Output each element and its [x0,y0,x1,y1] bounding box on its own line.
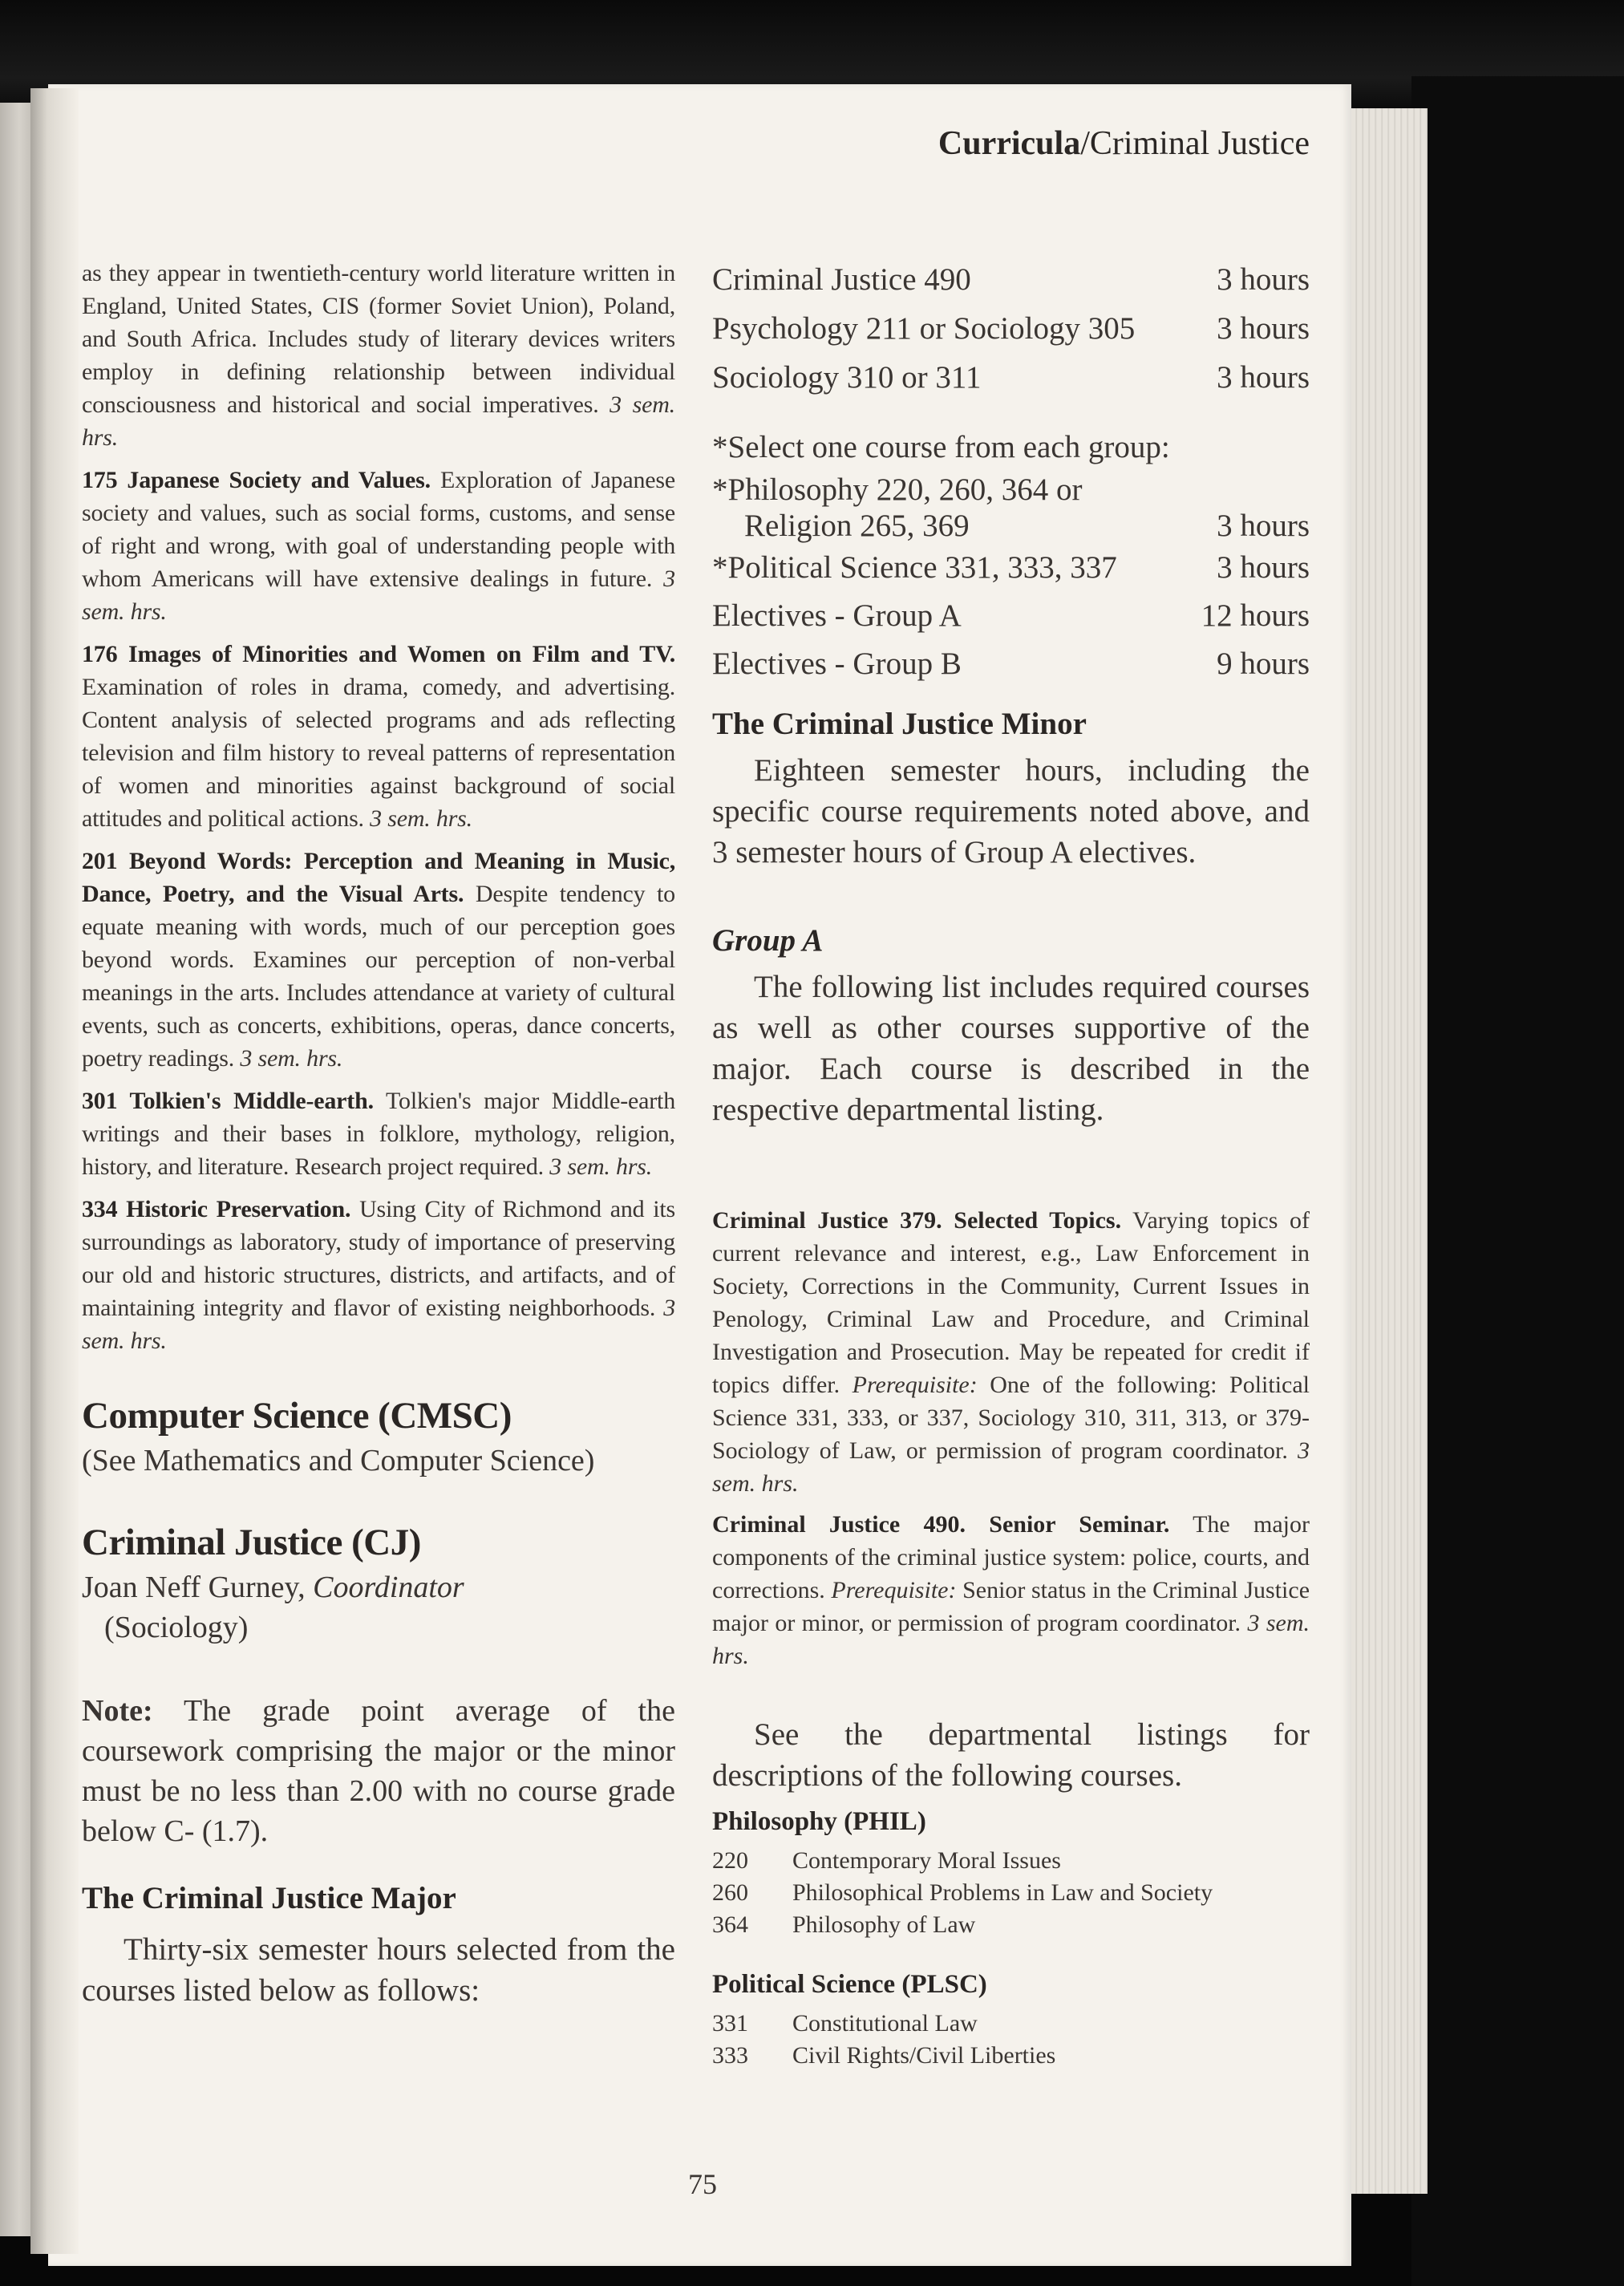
header-section: Curricula [938,125,1081,162]
dept-course-number: 331 [712,2010,748,2037]
course-description: Examination of roles in drama, comedy, and advertising. Content analysis of selected programs and ads reflecting television and film history to reveal patterns of representation of women and minorities against background of social attitudes and political actions. [82,674,675,832]
major-description: Thirty-six semester hours selected from the courses listed below as follows: [82,1932,675,2008]
course-title: 175 Japanese Society and Values. [82,467,431,493]
course-title: Criminal Justice 379. Selected Topics. [712,1207,1122,1234]
dept-course-row [712,1845,1310,1877]
course-hours: 3 sem. hrs. [549,1153,653,1180]
requirement-hours: 3 hours [1217,262,1310,297]
group-a-description: The following list includes required courses as well as other courses supportive of the major. Each course is described in the respective departmental listing. [712,970,1310,1127]
note-label: Note: [82,1694,153,1728]
dept-course-number: 220 [712,1847,748,1874]
requirement-row [712,472,1310,508]
dept-course-row [712,2008,1310,2040]
course-entry [82,1084,675,1183]
departmental-listing-note: See the departmental listings for descriptions of the following courses. [712,1717,1310,1793]
course-entry [82,1193,675,1357]
page-gutter [30,88,79,2254]
course-hours: 3 sem. hrs. [712,1610,1310,1669]
note-text: The grade point average of the coursework comprising the major or the minor must be no less than 2.00 with no course grade below C- (1.7). [82,1694,675,1848]
coordinator-role: Coordinator [313,1571,464,1604]
course-entry [82,464,675,628]
requirement-row [712,592,1310,640]
running-header [938,124,1310,163]
dept-course-name: Philosophy of Law [792,1911,976,1938]
course-entry [82,638,675,835]
course-description: Exploration of Japanese society and values, such as social forms, customs, and sense of right and wrong, with goal of understanding people with whom Americans will have extensive dealings in future. [82,467,675,592]
group-requirements-table [712,472,1310,688]
prerequisite-text: Senior status in the Criminal Justice major or minor, or permission of program coordinator. [712,1577,1310,1636]
requirement-course: Sociology 310 or 311 [712,360,982,395]
requirement-row [712,640,1310,688]
prerequisite-label: Prerequisite: [831,1577,957,1603]
group-a-heading: Group A [712,923,824,958]
course-description: Despite tendency to equate meaning with words, much of our perception goes beyond words. Examines our perception of non-verbal meanings in the arts. Includes attendance at variety of cultural events, such as concerts, exhibitions, operas, dance concerts, poetry readings. [82,881,675,1072]
requirement-course: Religion 265, 369 [744,509,970,543]
requirement-row [712,544,1310,592]
dept-course-name: Civil Rights/Civil Liberties [792,2042,1056,2069]
requirement-hours: 3 hours [1217,509,1310,543]
dept-course-number: 364 [712,1911,748,1938]
right-column [712,255,1310,2101]
course-hours: 3 sem. hrs. [370,805,472,832]
course-description: Varying topics of current relevance and interest, e.g., Law Enforcement in Society, Corrections in the Community, Current Issues in Penology, Criminal Law and Procedure, and Criminal Investigation and Prosecution. May be repeated for credit if topics differ. [712,1207,1310,1398]
dept-course-row [712,1909,1310,1941]
philosophy-heading: Philosophy (PHIL) [712,1807,926,1836]
requirement-course: *Political Science 331, 333, 337 [712,550,1117,585]
course-title: Criminal Justice 490. Senior Seminar. [712,1511,1170,1538]
dept-course-row [712,2040,1310,2072]
course-title: 334 Historic Preservation. [82,1196,351,1222]
dept-course-row [712,1877,1310,1909]
requirement-row [712,304,1310,353]
gpa-note [82,1691,675,1851]
computer-science-heading: Computer Science (CMSC) [82,1395,512,1437]
dept-course-number: 333 [712,2042,748,2069]
course-description: as they appear in twentieth-century world literature written in England, United States, CIS (former Soviet Union), Poland, and South Africa. Includes study of literary devices writers employ in defining relationship between individual consciousness and historical and social imperatives. [82,260,675,418]
prerequisite-label: Prerequisite: [852,1372,978,1398]
course-entry [82,845,675,1075]
coordinator-line [82,1567,675,1607]
course-title: 301 Tolkien's Middle-earth. [82,1088,374,1114]
coordinator-name: Joan Neff Gurney, [82,1571,306,1604]
minor-description: Eighteen semester hours, including the specific course requirements noted above, and 3 semester hours of Group A electives. [712,753,1310,869]
course-description: Tolkien's major Middle-earth writings and their bases in folklore, mythology, religion, history, and literature. Research project required. [82,1088,675,1180]
requirement-course: Criminal Justice 490 [712,262,971,297]
dept-course-number: 260 [712,1879,748,1906]
requirement-course: Electives - Group B [712,646,962,681]
course-title: 201 Beyond Words: Perception and Meaning in Music, Dance, Poetry, and the Visual Arts. [82,848,675,907]
course-entry [82,257,675,454]
header-subsection: /Criminal Justice [1080,125,1310,162]
philosophy-course-list [712,1845,1310,1941]
course-description: Using City of Richmond and its surroundings as laboratory, study of importance of preserving our old and historic structures, districts, and artifacts, and of maintaining integrity and flavor of existing neighborhoods. [82,1196,675,1321]
major-heading: The Criminal Justice Major [82,1881,456,1915]
political-science-heading: Political Science (PLSC) [712,1970,987,1999]
course-description: The major components of the criminal justice system: police, courts, and corrections. [712,1511,1310,1603]
dept-course-name: Constitutional Law [792,2010,978,2037]
course-entry-cj379 [712,1204,1310,1500]
requirement-row [712,508,1310,544]
minor-heading: The Criminal Justice Minor [712,707,1087,741]
requirement-course: Psychology 211 or Sociology 305 [712,311,1136,346]
course-hours: 3 sem. hrs. [82,565,675,625]
coordinator-department: (Sociology) [104,1611,249,1644]
requirement-course: Electives - Group A [712,598,962,633]
left-column [82,257,675,2011]
course-hours: 3 sem. hrs. [712,1437,1310,1497]
requirement-hours: 9 hours [1217,646,1310,681]
prerequisite-text: One of the following: Political Science 331, 333, or 337, Sociology 310, 311, 313, or 379-Sociology of Law, or permission of program coordinator. [712,1372,1310,1464]
course-hours: 3 sem. hrs. [82,1295,675,1354]
page-edges [1351,108,1428,2194]
course-hours: 3 sem. hrs. [240,1045,343,1072]
course-hours: 3 sem. hrs. [82,391,675,451]
criminal-justice-heading: Criminal Justice (CJ) [82,1522,421,1563]
requirement-hours: 3 hours [1217,360,1310,395]
book-cover [1411,76,1624,2286]
page-number: 75 [688,2168,717,2200]
course-list [82,257,675,1357]
requirements-table [712,255,1310,402]
requirement-row [712,353,1310,402]
requirement-course: *Philosophy 220, 260, 364 or [712,472,1083,507]
requirement-hours: 3 hours [1217,311,1310,346]
requirement-hours: 12 hours [1201,598,1310,633]
select-instruction: *Select one course from each group: [712,430,1170,464]
dept-course-name: Philosophical Problems in Law and Society [792,1879,1213,1906]
course-title: 176 Images of Minorities and Women on Film and TV. [82,641,675,667]
requirement-hours: 3 hours [1217,550,1310,585]
left-page-edge [0,103,32,2236]
political-science-course-list [712,2008,1310,2072]
requirement-row [712,255,1310,304]
course-entry-cj490 [712,1508,1310,1672]
computer-science-see-note: (See Mathematics and Computer Science) [82,1444,595,1477]
dept-course-name: Contemporary Moral Issues [792,1847,1061,1874]
